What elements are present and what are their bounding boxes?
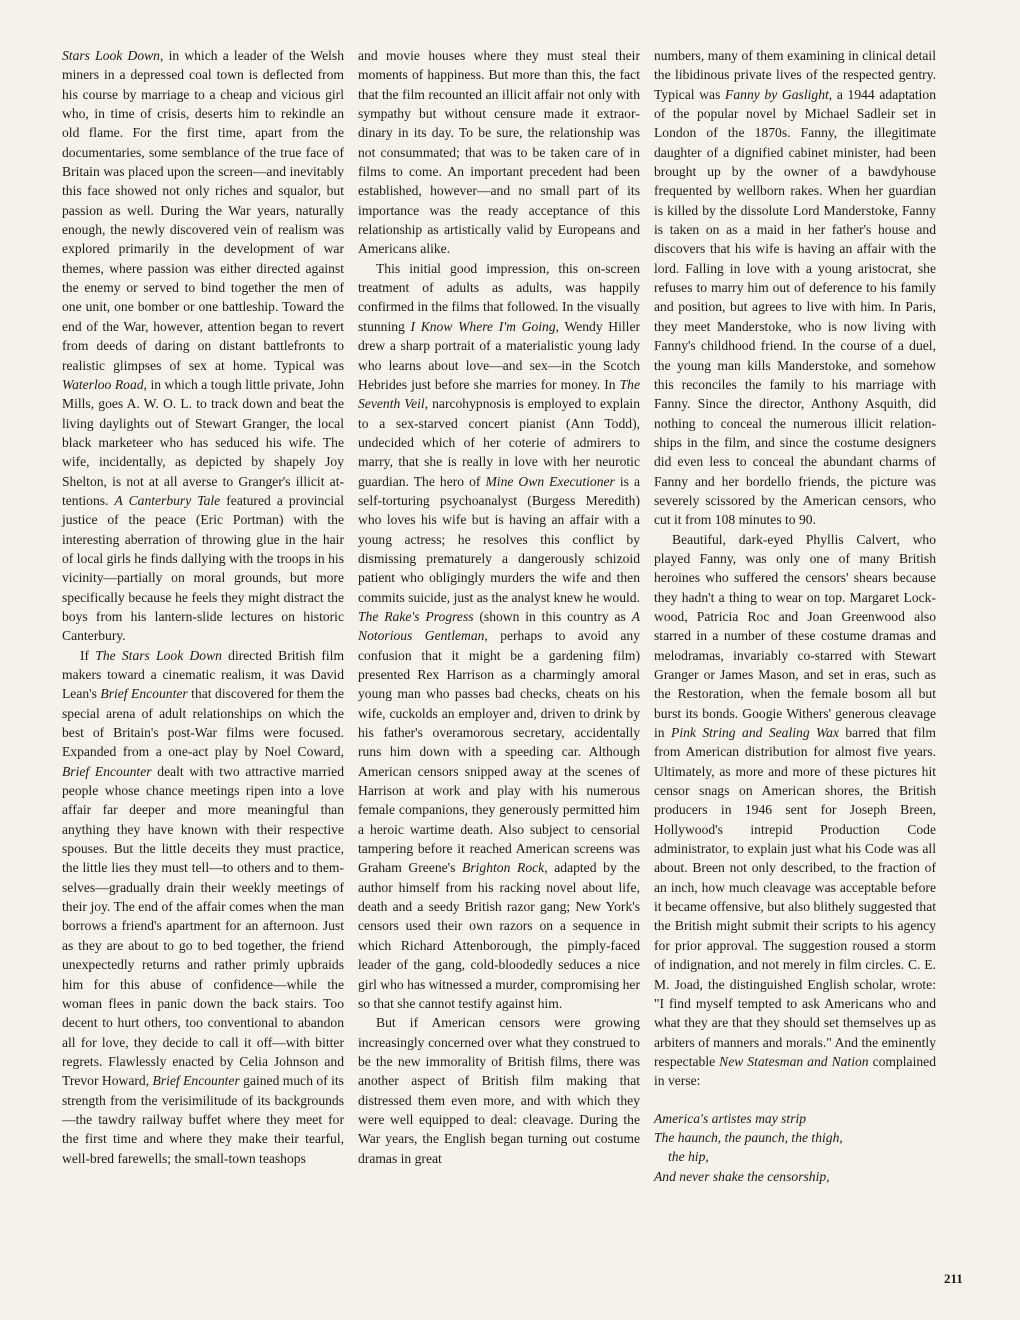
text-run: , Wendy Hiller drew a sharp portrait of a materialistic young lady who learns about love—and sex—in the Scotch Hebrides just before she marries for money. In xyxy=(358,318,640,392)
text-run: directed British film makers toward a cinematic realism, it was David Lean's xyxy=(62,647,345,702)
text-run: numbers, many of them examining in clinical detail the libidinous private lives of the respected gentry. Typical was xyxy=(654,48,936,102)
paragraph xyxy=(358,46,640,259)
text-run: This initial good impression, this on-screen treatment of adults as adults, was happily confirmed in the films that followed. In the visually stunning xyxy=(358,260,640,334)
italic-title: I Know Where I'm Going xyxy=(410,318,556,334)
italic-title: Stars Look Down xyxy=(62,48,160,63)
paragraph xyxy=(358,1013,640,1168)
italic-title: Waterloo Road xyxy=(62,376,144,392)
text-run: , adapted by the author himself from his racking novel about life, death and a seedy British razor gang; New York's censors used their own razors on a sequence in which Richard Attenborough, the pimply-faced leader of the gang, cold-bloodedly seduces a nice girl who has witnessed a murder, compromising her so that she cannot testify against him. xyxy=(358,860,640,1011)
italic-title: The Stars Look Down xyxy=(95,647,222,663)
text-run: gained much of its strength from the verisimilitude of its backgrounds—the tawdry railway buffet where they meet for the first time and where they make their tearful, well-bred farewells; the small-town teashops xyxy=(62,1073,344,1166)
text-run: , a 1944 adaptation of the popular novel by Michael Sadleir set in London of the 1870s. Fanny, the illegitimate daughter of a dignified cabinet minister, had been brought up by the owner of a bawdyhouse frequented by wellborn rakes. When her guardian is killed by the dissolute Lord Manderstoke, Fanny is taken on as a maid in her father's house and discovers that his wife is having an affair with the lord. Falling in love with a young aristocrat, she refuses to marry him out of deference to his family and position, but agrees to live with him. In Paris, they meet Manderstoke, who is now living with Fanny's childhood friend. In the course of a duel, the young man kills Manderstoke, and somehow this reconciles the family to his marriage with Fanny. Since the director, Anthony Asquith, did nothing to conceal the numerous illicit relationships in the film, and since the costume designers did even less to conceal the abundant charms of Fanny and her bordello friends, the picture was severely scissored by the American censors, who cut it from 108 minutes to 90. xyxy=(654,86,936,528)
column-1 xyxy=(62,46,344,1168)
column-2 xyxy=(358,46,640,1168)
text-run: complained in verse: xyxy=(654,1053,936,1089)
italic-title: New Statesman and Nation xyxy=(719,1053,869,1069)
text-run: , perhaps to avoid any confusion that it might be a gardening film) presented Rex Harrison as a charmingly amoral young man who passes bad checks, cheats on his wife, cuckolds an employer and, driven to drink by his father's overamorous secretary, accidentally runs him down with a speeding car. Although American censors snipped away at the scenes of Harrison at work and play with his numerous female companions, they generously permitted him a heroic wartime death. Also subject to censorial tampering before it reached American screens was Graham Greene's xyxy=(358,628,641,876)
text-run: and movie houses where they must steal their moments of happiness. But more than this, the fact that the film recounted an illicit affair not only with sympathy but without censure made it extraordinary in its day. To be sure, the relationship was not consummated; that was to be taken care of in films to come. An important precedent had been established, however—and no small part of its importance was the ready acceptance of this relationship as artistically valid by Europeans and Americans alike. xyxy=(358,48,640,257)
verse-line: The haunch, the paunch, the thigh, xyxy=(654,1129,843,1145)
column-3 xyxy=(654,46,936,1186)
verse-line: the hip, xyxy=(668,1149,709,1165)
italic-title: The Rake's Progress xyxy=(358,608,474,624)
italic-title: Fanny by Gaslight xyxy=(725,86,829,102)
text-run: , in which a leader of the Welsh miners in a depressed coal town is deflected from his course by marriage to a cheap and vicious girl who, in time of crisis, deserts him to rekindle an old flame. For the first time, apart from the documentaries, some semblance of the true face of Britain was placed upon the screen—and inevitably this face showed not only riches and squalor, but passion as well. During the War years, naturally enough, the newly discovered vein of realism was explored primarily in the development of war themes, where passion was either directed against the enemy or served to bind together the men of one unit, one bomber or one battleship. Toward the end of the War, however, attention began to revert from deeds of daring on distant battlefronts to realistic glimpses of sex at home. Typical was xyxy=(62,48,344,373)
text-run: But if American censors were growing increasingly concerned over what they construed to be the new immorality of British films, there was another aspect of British film making that distressed them even more, and with which they were well equipped to deal: cleavage. During the War years, the English began turning out costume dramas in great xyxy=(358,1015,640,1166)
verse-line: America's artistes may strip xyxy=(654,1110,807,1126)
italic-title: Mine Own Executioner xyxy=(485,473,615,489)
page-number: 211 xyxy=(944,1271,963,1286)
italic-title: A Notorious Gentleman xyxy=(358,608,640,644)
italic-title: A Canterbury Tale xyxy=(114,492,221,508)
text-run: , in which a tough little private, John Mills, goes A. W. O. L. to track down and beat the living daylights out of Stewart Granger, the local black marketeer who has seduced his wife. The wife, incidentally, as depicted by shapely Joy Shelton, is not at all averse to Granger's illicit attentions. xyxy=(62,376,345,508)
text-run: that discovered for them the special arena of adult relationships on which the best of Britain's post-War films were focused. Expanded from a one-act play by Noel Coward, xyxy=(62,686,344,760)
italic-title: The Seventh Veil xyxy=(358,376,640,412)
text-run: (shown in this country as xyxy=(473,608,632,624)
paragraph xyxy=(62,646,344,1168)
italic-title: Brighton Rock xyxy=(462,860,545,876)
paragraph xyxy=(358,259,640,1013)
paragraph xyxy=(62,46,344,646)
text-run: Beautiful, dark-eyed Phyllis Calvert, who played Fanny, was only one of many British heroines who suffered the censors' shears because they hadn't a thing to wear on top. Margaret Lockwood, Patricia Roc and Joan Greenwood also starred in a number of these costume dramas and melodramas, invariably co-starred with Stewart Granger or James Mason, and set in eras, such as the Restoration, when the female bosom all but burst its bonds. Googie Withers' generous cleavage in xyxy=(654,531,936,741)
text-run: If xyxy=(80,647,96,663)
text-run: , narcohypnosis is employed to explain to a sex-starved concert pianist (Ann Todd), undecided which of her coterie of admirers to marry, that she is really in love with her neurotic guardian. The hero of xyxy=(358,396,640,489)
text-run: is a self-torturing psychoanalyst (Burgess Meredith) who loves his wife but is having an affair with a young actress; he resolves this conflict by dismissing prematurely a dangerously schizoid patient who obligingly murders the wife and then commits suicide, just as the analyst knew he would. xyxy=(358,473,640,605)
text-run: dealt with two attractive married people whose chance meetings ripen into a love affair far deeper and more meaningful than anything they have known with their respective spouses. But the little deceits they must practice, the little lies they must tell—to others and to themselves—gradually drain their weekly meetings of their joy. The end of the affair comes when the man borrows a friend's apartment for an afternoon. Just as they are about to go to bed together, the friend unexpectedly returns and rather primly upbraids him for this abuse of confidence—while the woman flees in panic down the back stairs. Too decent to hurt others, too conventional to abandon all for love, they decide to call it off—with bitter regrets. Flawlessly enacted by Celia Johnson and Trevor Howard, xyxy=(62,763,344,1089)
paragraph xyxy=(654,530,936,1091)
italic-title: Brief Encounter xyxy=(100,686,188,702)
italic-title: Brief Encounter xyxy=(152,1073,240,1089)
verse-quote xyxy=(654,1109,936,1186)
verse-line: And never shake the censorship, xyxy=(654,1168,830,1184)
italic-title: Pink String and Sealing Wax xyxy=(671,725,839,741)
text-run: featured a provincial justice of the peace (Eric Portman) with the interesting aberration of throwing glue in the hair of local girls he finds dallying with the troops in his vicinity—partially on moral grounds, but more specifically because he feels they might distract the boys from his lantern-slide lectures on historic Canterbury. xyxy=(62,492,344,644)
paragraph xyxy=(654,46,936,530)
text-run: barred that film from American distribution for almost five years. Ultimately, as more and more of these pictures hit censor snags on American shores, the British producers in 1946 sent for Joseph Breen, Hollywood's intrepid Production Code administrator, to explain just what his Code was all about. Breen not only described, to the fraction of an inch, how much cleavage was acceptable before it became offensive, but also blithely suggested that the British might submit their scripts to his agency for prior approval. The suggestion roused a storm of indignation, and not merely in film circles. C. E. M. Joad, the distinguished English scholar, wrote: "I find myself tempted to ask Americans who and what they are that they should set themselves up as arbiters of manners and morals." And the eminently respectable xyxy=(654,725,936,1069)
italic-title: Brief Encounter xyxy=(62,763,152,779)
